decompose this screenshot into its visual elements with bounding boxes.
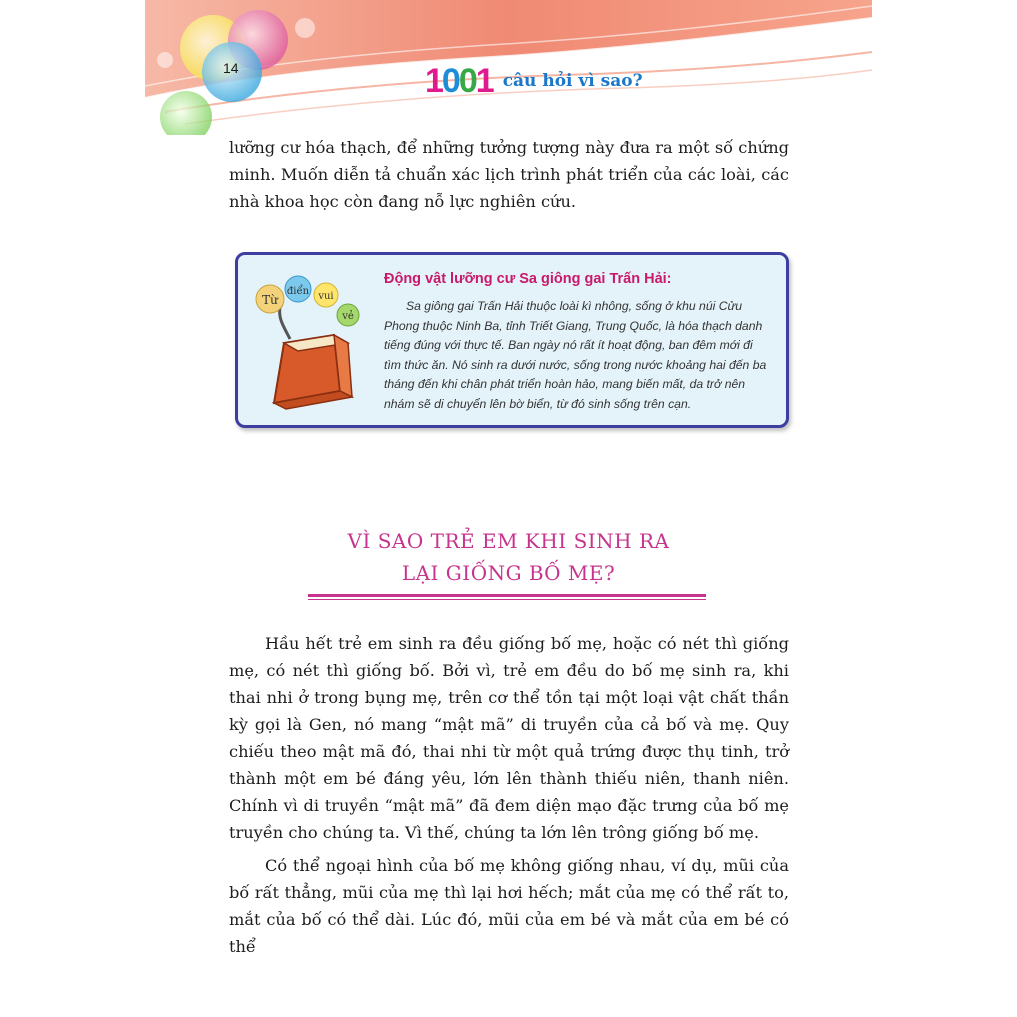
icon-letter: vui [318, 291, 334, 302]
title-underline-divider [308, 594, 706, 601]
icon-letter: Từ [262, 293, 278, 307]
brand-digit: 0 [458, 62, 476, 100]
book-page [145, 0, 872, 1017]
callout-title: Động vật lưỡng cư Sa giông gai Trấn Hải: [384, 271, 672, 287]
brand-digit: 1 [425, 62, 442, 100]
section-paragraph-1: Hầu hết trẻ em sinh ra đều giống bố mẹ, hoặc có nét thì giống mẹ, có nét thì giống bố. Bởi vì, trẻ em đều do bố mẹ sinh ra, khi thai nhi ở trong bụng mẹ, trên cơ thể tồn tại một loại vật chất thần kỳ gọi là Gen, nó mang “mật mã” di truyền của cả bố và mẹ. Quy chiếu theo mật mã đó, thai nhi từ một quả trứng được thụ tinh, trở thành một em bé đáng yêu, lớn lên thành thiếu niên, thanh niên. Chính vì di truyền “mật mã” đã đem diện mạo đặc trưng của bố mẹ truyền cho chúng ta. Vì thế, chúng ta lớn lên trông giống bố mẹ. [229, 634, 789, 842]
page-header [145, 0, 872, 135]
callout-body: Sa giông gai Trấn Hải thuộc loài kì nhông, sống ở khu núi Cửu Phong thuộc Ninh Ba, tỉnh Triết Giang, Trung Quốc, là hóa thạch danh tiếng đúng với thực tế. Ban ngày nó rất ít hoạt động, ban đêm mới đi tìm thức ăn. Nó sinh ra dưới nước, sống trong nước khoảng hai đến ba tháng đến khi chân phát triển hoàn hảo, mang biến mất, da trở nên nhám sẽ di chuyển lên bờ biển, từ đó sinh sống trên cạn. [384, 299, 767, 411]
dictionary-book-icon [244, 271, 374, 411]
intro-paragraph: lưỡng cư hóa thạch, để những tưởng tượng này đưa ra một số chứng minh. Muốn diễn tả chuẩn xác lịch trình phát triển của các loài, các nhà khoa học còn đang nỗ lực nghiên cứu. [229, 138, 789, 211]
section-title-line-1: VÌ SAO TRẺ EM KHI SINH RA [347, 529, 670, 553]
brand-text: câu hỏi vì sao? [502, 71, 643, 91]
brand-digit: 0 [441, 62, 459, 100]
icon-letter: điển [286, 286, 310, 297]
series-logo [425, 64, 643, 98]
page-number: 14 [223, 60, 239, 76]
dictionary-callout-box [235, 252, 789, 428]
brand-number [425, 64, 493, 98]
divider-thick-line [308, 594, 706, 597]
divider-thin-line [308, 599, 706, 600]
icon-letter: vẻ [342, 311, 354, 322]
brand-digit: 1 [475, 62, 493, 100]
section-paragraph-2: Có thể ngoại hình của bố mẹ không giống nhau, ví dụ, mũi của bố rất thẳng, mũi của mẹ thì lại hơi hếch; mắt của mẹ có thể rất to, mắt của bố có thể dài. Lúc đó, mũi của em bé và mắt của em bé có thể [229, 856, 789, 956]
section-title-line-2: LẠI GIỐNG BỐ MẸ? [401, 561, 616, 585]
